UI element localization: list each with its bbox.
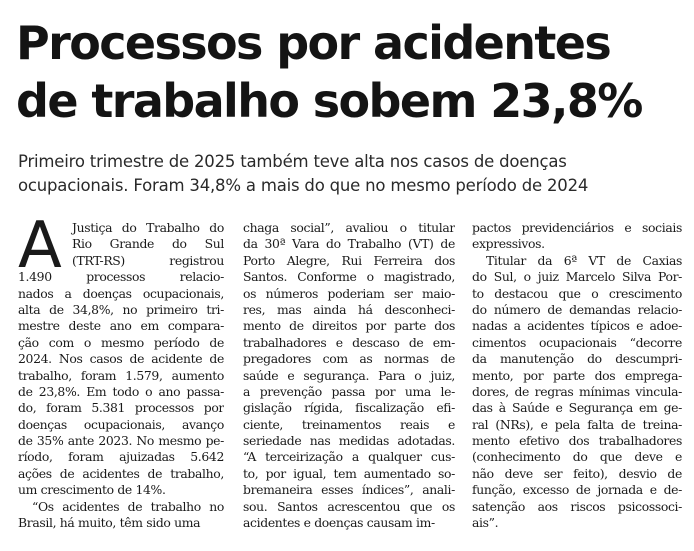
article-line: expressivos. <box>472 236 545 252</box>
article-line: sou. Santos acrescentou que os <box>243 498 455 514</box>
article-line: trabalho, foram 1.579, aumento <box>18 367 224 383</box>
headline-line-2: de trabalho sobem 23,8% <box>16 74 642 128</box>
article-line: bremaneira esses índices”, anali- <box>243 482 455 498</box>
article-line: Santos. Conforme o magistrado, <box>243 269 455 285</box>
article-line: acidentes e doenças causam im- <box>243 515 435 531</box>
subtitle-line-1: Primeiro trimestre de 2025 também teve alta nos casos de doenças <box>18 152 567 171</box>
article-line: res, mas ainda há desconheci- <box>243 301 455 317</box>
article-line: ações de acidentes de trabalho, <box>18 465 224 481</box>
article-line: não deve ser feito), desvio de <box>472 465 682 481</box>
subtitle-line-2: ocupacionais. Foram 34,8% a mais do que no mesmo período de 2024 <box>18 176 589 195</box>
article-line: ais”. <box>472 515 499 531</box>
article-line: das à Saúde e Segurança em ge- <box>472 400 682 416</box>
article-line: Porto Alegre, Rui Ferreira dos <box>243 252 455 268</box>
article-line: da 30ª Vara do Trabalho (VT) de <box>243 236 455 252</box>
article-line: alta de 34,8%, no primeiro tri- <box>18 301 224 317</box>
headline-line-1: Processos por acidentes <box>16 16 611 70</box>
subtitle <box>18 150 688 198</box>
article-line: saúde e segurança. Para o juiz, <box>243 367 455 383</box>
headline <box>16 14 686 130</box>
article-line: ral (NRs), e pela falta de treina- <box>472 416 682 432</box>
article-line: satenção aos riscos psicossoci- <box>472 498 682 514</box>
article-line: cimentos ocupacionais “decorre <box>472 334 682 350</box>
article-line: ciente, treinamentos reais e <box>243 416 455 432</box>
article-line: “A terceirização a qualquer cus- <box>243 449 455 465</box>
article-line: (TRT-RS) registrou <box>72 252 224 268</box>
article-line: Titular da 6ª VT de Caxias <box>486 252 682 268</box>
article-line: 1.490 processos relacio- <box>18 269 224 285</box>
article-line: to, por igual, tem aumentado so- <box>243 465 455 481</box>
article-line: nadas a acidentes típicos e adoe- <box>472 318 682 334</box>
article-line: dores, de regras mínimas vincula- <box>472 383 682 399</box>
article-line: a prevenção passa por uma le- <box>243 383 455 399</box>
article-line: de 23,8%. Em todo o ano passa- <box>18 383 224 399</box>
article-line: mento, por parte dos emprega- <box>472 367 682 383</box>
article-line: seriedade nas medidas adotadas. <box>243 433 455 449</box>
article-line: to destacou que o crescimento <box>472 285 682 301</box>
article-line: do, foram 5.381 processos por <box>18 400 224 416</box>
article-line: mento de direitos por parte dos <box>243 318 455 334</box>
article-line: função, excesso de jornada e de- <box>472 482 682 498</box>
article-line: ríodo, foram ajuizadas 5.642 <box>18 449 224 465</box>
article-line: pregadores com as normas de <box>243 351 455 367</box>
drop-cap: A <box>18 209 62 283</box>
article-line: um crescimento de 14%. <box>18 482 166 498</box>
article-line: os números poderiam ser maio- <box>243 285 455 301</box>
article-line: gislação rígida, fiscalização efi- <box>243 400 455 416</box>
article-line: doenças ocupacionais, avanço <box>18 416 224 432</box>
article-line: do número de demandas relacio- <box>472 301 682 317</box>
article-line: de 35% ante 2023. No mesmo pe- <box>18 433 224 449</box>
article-column-2 <box>243 220 455 531</box>
article-line: mento efetivo dos trabalhadores <box>472 433 682 449</box>
article-line: nados a doenças ocupacionais, <box>18 285 224 301</box>
article-line: “Os acidentes de trabalho no <box>32 498 224 514</box>
article-line: ção com o mesmo período de <box>18 334 224 350</box>
article-line: trabalhadores e descaso de em- <box>243 334 455 350</box>
article-line: mestre deste ano em compara- <box>18 318 224 334</box>
article-column-1 <box>18 209 224 531</box>
article-line: Brasil, há muito, têm sido uma <box>18 515 201 531</box>
article-line: chaga social”, avaliou o titular <box>243 220 455 235</box>
article-line: da manutenção do descumpri- <box>472 351 682 367</box>
article-line: Justiça do Trabalho do <box>72 220 224 235</box>
article-line: do Sul, o juiz Marcelo Silva Por- <box>472 269 682 285</box>
article-line: 2024. Nos casos de acidente de <box>18 351 224 367</box>
article-line: Rio Grande do Sul <box>72 236 224 252</box>
article-line: (conhecimento do que deve e <box>472 449 682 465</box>
article-column-3 <box>472 220 682 531</box>
article-line: pactos previdenciários e sociais <box>472 220 682 235</box>
